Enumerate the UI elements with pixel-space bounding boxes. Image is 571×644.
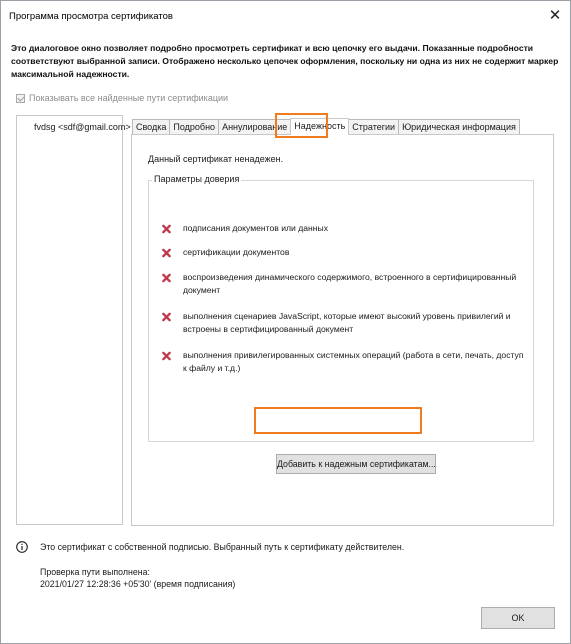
add-to-trusted-highlight (254, 407, 422, 434)
trust-settings-group (148, 174, 534, 469)
trust-status-text: Данный сертификат ненадежен. (148, 154, 284, 164)
intro-text: Это диалоговое окно позволяет подробно просмотреть сертификат и всю цепочку его выдачи. Показанные подробности соответствуют выбранной записи. Отображено несколько цепочек оформления, поскольку ни одна из них не содержит маркер максимальной надежности. (11, 43, 559, 79)
tab-revocation[interactable]: Аннулирование (218, 119, 291, 135)
trust-item (162, 246, 524, 259)
trust-settings-title: Параметры доверия (154, 174, 240, 184)
tab-policies[interactable]: Стратегии (348, 119, 399, 135)
trust-item-label: выполнения сценариев JavaScript, которые имеют высокий уровень привилегий и встроены в сертифицированный документ (183, 311, 511, 334)
ok-button[interactable]: OK (481, 607, 555, 629)
trust-item-label: выполнения привилегированных системных операций (работа в сети, печать, доступ к файлу и т.д.) (183, 350, 524, 373)
trust-panel (131, 134, 554, 526)
red-x-icon (162, 351, 171, 361)
show-all-paths-label: Показывать все найденные пути сертификации (29, 93, 229, 103)
show-all-paths-checkbox (16, 94, 25, 103)
tab-trust-highlight (275, 113, 328, 138)
certificate-tree[interactable] (16, 115, 131, 525)
red-x-icon (162, 248, 171, 258)
red-x-icon (162, 224, 171, 234)
trust-item (162, 349, 524, 375)
verification-date: 2021/01/27 12:28:36 +05'30' (время подписания) (40, 579, 236, 589)
tab-details[interactable]: Подробно (169, 119, 219, 135)
tree-item-certificate[interactable]: fvdsg <sdf@gmail.com> (34, 122, 131, 132)
red-x-icon (162, 312, 171, 322)
tab-trust[interactable]: Надежность (290, 118, 349, 135)
tab-summary[interactable]: Сводка (132, 119, 170, 135)
trust-item (162, 310, 524, 336)
add-to-trusted-button[interactable]: Добавить к надежным сертификатам... (276, 454, 436, 474)
close-button[interactable]: ✕ (548, 7, 562, 24)
verification-title: Проверка пути выполнена: (40, 567, 150, 577)
window-title: Программа просмотра сертификатов (9, 11, 173, 22)
path-status-text: Это сертификат с собственной подписью. Выбранный путь к сертификату действителен. (40, 542, 405, 552)
show-all-paths-option (16, 93, 228, 103)
tab-legal-notice[interactable]: Юридическая информация (398, 119, 520, 135)
trust-item-label: воспроизведения динамического содержимого, встроенного в сертифицированный документ (183, 272, 517, 295)
title-bar (1, 1, 570, 31)
red-x-icon (162, 273, 171, 283)
info-icon (16, 541, 28, 553)
trust-item (162, 222, 524, 235)
trust-item (162, 271, 524, 297)
trust-item-label: сертификации документов (183, 247, 290, 257)
trust-item-label: подписания документов или данных (183, 223, 328, 233)
